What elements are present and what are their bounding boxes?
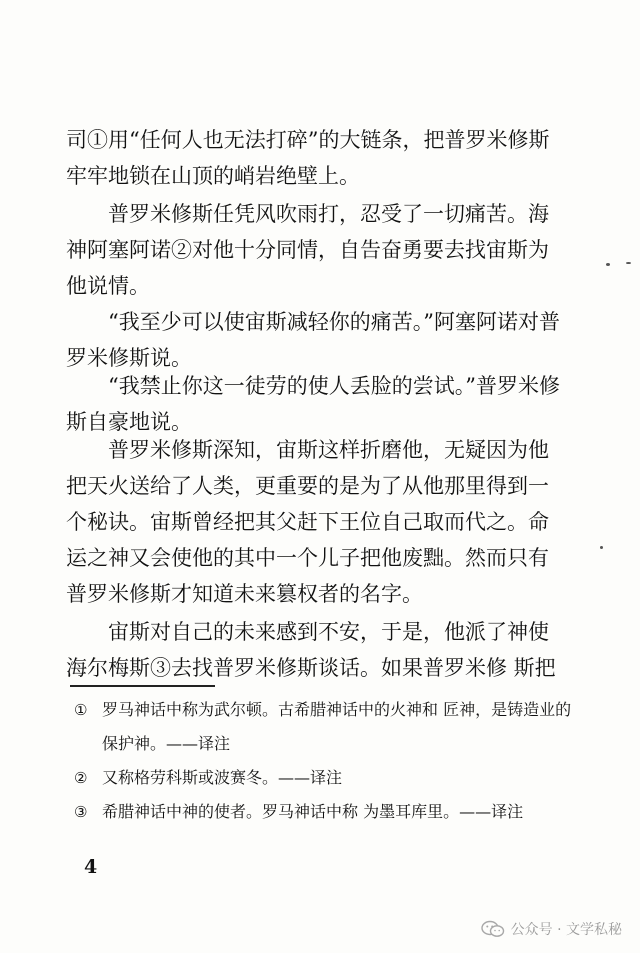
footnote-text: 又称格劳科斯或波赛冬。——译注 [102, 768, 343, 787]
paragraph-1: 司①用“任何人也无法打碎”的大链条，把普罗米修斯牢牢地锁在山顶的峭岩绝壁上。 [66, 128, 550, 188]
scan-speck [606, 263, 610, 266]
paragraph-2: 普罗米修斯任凭风吹雨打，忍受了一切痛苦。海神阿塞阿诺②对他十分同情，自告奋勇要去找宙斯为他说情。 [66, 202, 549, 298]
scan-speck [600, 546, 603, 549]
footnote-marker: ② [74, 769, 88, 787]
footnote-divider [70, 685, 215, 687]
scan-speck [626, 262, 631, 264]
footnote-1 [74, 693, 572, 761]
page-number: 4 [84, 856, 98, 878]
watermark-text: 公众号 · 文学私秘 [510, 922, 622, 938]
footnote-text: 罗马神话中称为武尔顿。古希腊神话中的火神和 匠神，是铸造业的保护神。——译注 [102, 700, 572, 753]
footnote-2 [74, 761, 572, 795]
footnote-text: 希腊神话中神的使者。罗马神话中称 为墨耳库里。——译注 [102, 802, 524, 821]
paragraph-4: “我禁止你这一徒劳的使人丢脸的尝试。”普罗米修斯自豪地说。 [66, 374, 560, 434]
paragraph-6: 宙斯对自己的未来感到不安，于是，他派了神使海尔梅斯③去找普罗米修斯谈话。如果普罗米修 斯把 [66, 620, 556, 680]
paragraph-5: 普罗米修斯深知，宙斯这样折磨他，无疑因为他把天火送给了人类，更重要的是为了从他那里得到一个秘诀。宙斯曾经把其父赶下王位自己取而代之。命运之神又会使他的其中一个儿子把他废黜。然而只有普罗米修斯才知道未来篡权者的名字。 [66, 438, 549, 606]
footnote-3 [74, 795, 572, 829]
paragraph-3: “我至少可以使宙斯减轻你的痛苦。”阿塞阿诺对普罗米修斯说。 [66, 310, 560, 370]
footnote-marker: ③ [74, 803, 88, 821]
footnote-marker: ① [74, 701, 88, 719]
watermark [481, 919, 622, 939]
wechat-logo-icon [481, 920, 505, 938]
